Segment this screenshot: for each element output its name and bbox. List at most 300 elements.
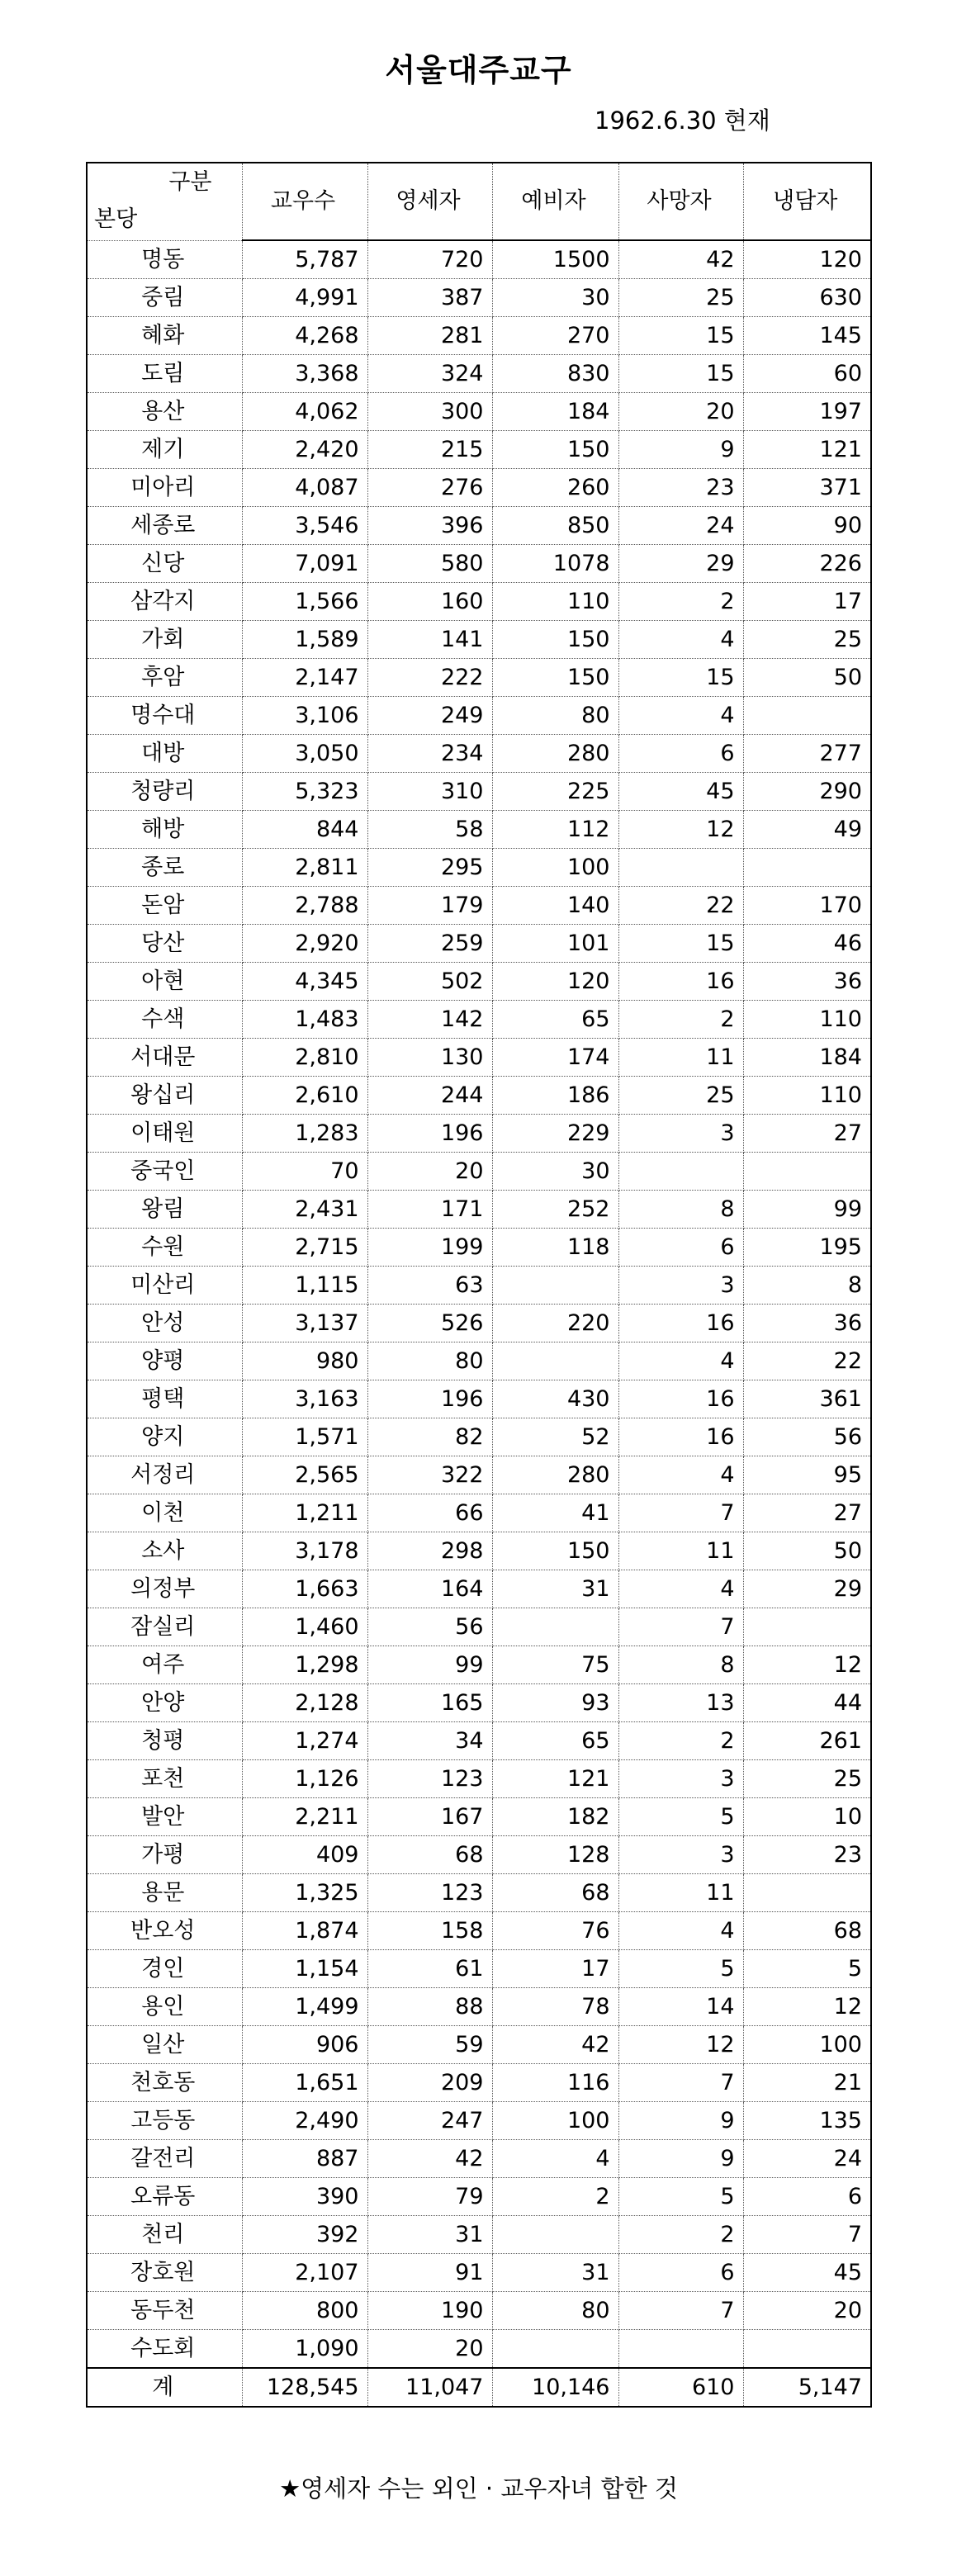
parish-name-cell: 소사 (87, 1532, 242, 1570)
baptized-cell: 324 (367, 355, 492, 393)
catechumens-cell (492, 1608, 618, 1646)
baptized-cell: 80 (367, 1342, 492, 1380)
baptized-cell: 234 (367, 735, 492, 773)
lapsed-cell: 290 (743, 773, 871, 811)
deceased-cell: 3 (618, 1760, 743, 1798)
catechumens-cell: 101 (492, 925, 618, 963)
parish-name-cell: 오류동 (87, 2178, 242, 2216)
baptized-cell: 209 (367, 2064, 492, 2102)
deceased-cell: 3 (618, 1115, 743, 1153)
parish-name-cell: 미산리 (87, 1267, 242, 1305)
deceased-cell: 3 (618, 1267, 743, 1305)
lapsed-cell: 20 (743, 2292, 871, 2330)
table-row (87, 2140, 871, 2178)
believers-cell: 5,787 (242, 240, 367, 279)
baptized-cell: 59 (367, 2026, 492, 2064)
catechumens-cell: 80 (492, 697, 618, 735)
catechumens-cell: 78 (492, 1988, 618, 2026)
parish-name-cell: 평택 (87, 1380, 242, 1418)
believers-cell: 906 (242, 2026, 367, 2064)
table-row (87, 697, 871, 735)
parish-name-cell: 신당 (87, 545, 242, 583)
table-row (87, 1646, 871, 1684)
table-row (87, 469, 871, 507)
lapsed-cell: 44 (743, 1684, 871, 1722)
lapsed-cell: 170 (743, 887, 871, 925)
believers-cell: 2,610 (242, 1077, 367, 1115)
lapsed-cell: 95 (743, 1456, 871, 1494)
corner-label-parish: 본당 (94, 206, 138, 232)
baptized-cell: 244 (367, 1077, 492, 1115)
parish-name-cell: 이천 (87, 1494, 242, 1532)
catechumens-cell: 42 (492, 2026, 618, 2064)
parish-name-cell: 잠실리 (87, 1608, 242, 1646)
lapsed-cell: 197 (743, 393, 871, 431)
parish-name-cell: 도림 (87, 355, 242, 393)
lapsed-cell (743, 2330, 871, 2369)
table-row (87, 431, 871, 469)
baptized-cell: 387 (367, 279, 492, 317)
parish-name-cell: 용인 (87, 1988, 242, 2026)
baptized-cell: 58 (367, 811, 492, 849)
catechumens-cell: 430 (492, 1380, 618, 1418)
baptized-cell: 165 (367, 1684, 492, 1722)
catechumens-cell: 110 (492, 583, 618, 621)
catechumens-cell: 220 (492, 1305, 618, 1342)
believers-cell: 390 (242, 2178, 367, 2216)
footnote: ★영세자 수는 외인 · 교우자녀 합한 것 (279, 2474, 678, 2503)
parish-name-cell: 양지 (87, 1418, 242, 1456)
believers-cell: 1,115 (242, 1267, 367, 1305)
catechumens-cell: 121 (492, 1760, 618, 1798)
catechumens-cell: 140 (492, 887, 618, 925)
catechumens-cell: 100 (492, 849, 618, 887)
catechumens-cell: 30 (492, 1153, 618, 1191)
table-row (87, 1798, 871, 1836)
believers-cell: 1,651 (242, 2064, 367, 2102)
catechumens-cell: 225 (492, 773, 618, 811)
baptized-cell: 82 (367, 1418, 492, 1456)
lapsed-cell: 99 (743, 1191, 871, 1229)
catechumens-cell: 93 (492, 1684, 618, 1722)
column-header-baptized: 영세자 (367, 163, 492, 240)
lapsed-cell (743, 1874, 871, 1912)
believers-cell: 3,546 (242, 507, 367, 545)
table-row (87, 279, 871, 317)
table-row (87, 393, 871, 431)
deceased-cell (618, 2330, 743, 2369)
believers-cell: 980 (242, 1342, 367, 1380)
catechumens-cell: 270 (492, 317, 618, 355)
deceased-cell: 3 (618, 1836, 743, 1874)
deceased-cell: 5 (618, 1798, 743, 1836)
catechumens-cell: 75 (492, 1646, 618, 1684)
catechumens-cell: 184 (492, 393, 618, 431)
believers-cell: 4,268 (242, 317, 367, 355)
catechumens-cell (492, 2330, 618, 2369)
catechumens-cell: 76 (492, 1912, 618, 1950)
lapsed-cell: 25 (743, 1760, 871, 1798)
table-row (87, 1494, 871, 1532)
believers-cell: 5,323 (242, 773, 367, 811)
believers-cell: 4,087 (242, 469, 367, 507)
table-row (87, 2064, 871, 2102)
lapsed-cell: 261 (743, 1722, 871, 1760)
catechumens-cell: 850 (492, 507, 618, 545)
believers-cell: 1,274 (242, 1722, 367, 1760)
baptized-cell: 141 (367, 621, 492, 659)
baptized-cell: 298 (367, 1532, 492, 1570)
deceased-cell (618, 1153, 743, 1191)
believers-cell: 2,811 (242, 849, 367, 887)
catechumens-cell: 229 (492, 1115, 618, 1153)
table-row (87, 1608, 871, 1646)
believers-cell: 2,920 (242, 925, 367, 963)
parish-name-cell: 서정리 (87, 1456, 242, 1494)
deceased-cell: 12 (618, 2026, 743, 2064)
table-row (87, 2102, 871, 2140)
baptized-cell: 20 (367, 1153, 492, 1191)
column-header-believers: 교우수 (242, 163, 367, 240)
catechumens-cell: 150 (492, 659, 618, 697)
table-row (87, 1039, 871, 1077)
parish-name-cell: 수색 (87, 1001, 242, 1039)
believers-cell: 1,154 (242, 1950, 367, 1988)
catechumens-cell: 116 (492, 2064, 618, 2102)
catechumens-cell: 65 (492, 1001, 618, 1039)
deceased-cell: 2 (618, 1001, 743, 1039)
catechumens-cell: 112 (492, 811, 618, 849)
believers-cell: 800 (242, 2292, 367, 2330)
parish-name-cell: 후암 (87, 659, 242, 697)
baptized-cell: 31 (367, 2216, 492, 2254)
table-row (87, 735, 871, 773)
baptized-cell: 259 (367, 925, 492, 963)
table-row (87, 240, 871, 279)
lapsed-cell: 135 (743, 2102, 871, 2140)
believers-cell: 1,566 (242, 583, 367, 621)
parish-name-cell: 수원 (87, 1229, 242, 1267)
deceased-cell: 2 (618, 2216, 743, 2254)
catechumens-cell: 182 (492, 1798, 618, 1836)
lapsed-cell: 110 (743, 1077, 871, 1115)
parish-name-cell: 당산 (87, 925, 242, 963)
believers-cell: 844 (242, 811, 367, 849)
table-row (87, 2254, 871, 2292)
lapsed-cell: 630 (743, 279, 871, 317)
believers-cell: 3,178 (242, 1532, 367, 1570)
deceased-cell: 8 (618, 1191, 743, 1229)
parish-name-cell: 여주 (87, 1646, 242, 1684)
baptized-cell: 276 (367, 469, 492, 507)
table-row (87, 2216, 871, 2254)
believers-cell: 2,810 (242, 1039, 367, 1077)
column-header-catechumens: 예비자 (492, 163, 618, 240)
lapsed-cell: 184 (743, 1039, 871, 1077)
deceased-cell: 14 (618, 1988, 743, 2026)
catechumens-cell: 280 (492, 1456, 618, 1494)
catechumens-cell: 65 (492, 1722, 618, 1760)
believers-cell: 1,589 (242, 621, 367, 659)
parish-name-cell: 명동 (87, 240, 242, 279)
lapsed-cell: 29 (743, 1570, 871, 1608)
lapsed-cell: 36 (743, 1305, 871, 1342)
baptized-cell: 720 (367, 240, 492, 279)
parish-name-cell: 수도회 (87, 2330, 242, 2369)
baptized-cell: 171 (367, 1191, 492, 1229)
baptized-cell: 63 (367, 1267, 492, 1305)
believers-cell: 3,163 (242, 1380, 367, 1418)
catechumens-cell: 1078 (492, 545, 618, 583)
deceased-cell: 9 (618, 2102, 743, 2140)
parish-name-cell: 미아리 (87, 469, 242, 507)
table-row (87, 925, 871, 963)
deceased-cell: 25 (618, 1077, 743, 1115)
table-row (87, 963, 871, 1001)
parish-name-cell: 왕림 (87, 1191, 242, 1229)
lapsed-cell: 195 (743, 1229, 871, 1267)
parish-name-cell: 고등동 (87, 2102, 242, 2140)
deceased-cell: 8 (618, 1646, 743, 1684)
lapsed-cell: 49 (743, 811, 871, 849)
baptized-cell: 158 (367, 1912, 492, 1950)
baptized-cell: 281 (367, 317, 492, 355)
baptized-cell: 42 (367, 2140, 492, 2178)
baptized-cell: 34 (367, 1722, 492, 1760)
baptized-cell: 164 (367, 1570, 492, 1608)
parish-name-cell: 이태원 (87, 1115, 242, 1153)
parish-name-cell: 경인 (87, 1950, 242, 1988)
catechumens-cell: 41 (492, 1494, 618, 1532)
baptized-cell: 167 (367, 1798, 492, 1836)
lapsed-cell: 50 (743, 659, 871, 697)
document-title: 서울대주교구 (385, 52, 572, 88)
parish-name-cell: 포천 (87, 1760, 242, 1798)
parish-name-cell: 일산 (87, 2026, 242, 2064)
believers-cell: 4,062 (242, 393, 367, 431)
believers-cell: 409 (242, 1836, 367, 1874)
lapsed-cell: 46 (743, 925, 871, 963)
lapsed-cell: 5 (743, 1950, 871, 1988)
deceased-cell: 2 (618, 583, 743, 621)
lapsed-cell: 90 (743, 507, 871, 545)
believers-cell: 2,565 (242, 1456, 367, 1494)
table-row (87, 621, 871, 659)
believers-cell: 3,106 (242, 697, 367, 735)
parish-name-cell: 의정부 (87, 1570, 242, 1608)
table-row (87, 887, 871, 925)
parish-name-cell: 천호동 (87, 2064, 242, 2102)
deceased-cell: 13 (618, 1684, 743, 1722)
believers-cell: 1,483 (242, 1001, 367, 1039)
total-believers: 128,545 (242, 2368, 367, 2407)
baptized-cell: 249 (367, 697, 492, 735)
parish-name-cell: 용문 (87, 1874, 242, 1912)
parish-name-cell: 명수대 (87, 697, 242, 735)
parish-name-cell: 돈암 (87, 887, 242, 925)
parish-name-cell: 장호원 (87, 2254, 242, 2292)
believers-cell: 1,499 (242, 1988, 367, 2026)
catechumens-cell: 830 (492, 355, 618, 393)
parish-name-cell: 반오성 (87, 1912, 242, 1950)
catechumens-cell: 31 (492, 1570, 618, 1608)
parish-name-cell: 제기 (87, 431, 242, 469)
table-row (87, 1456, 871, 1494)
table-row (87, 2330, 871, 2369)
table-row (87, 1874, 871, 1912)
catechumens-cell: 52 (492, 1418, 618, 1456)
catechumens-cell: 150 (492, 431, 618, 469)
table-row (87, 1191, 871, 1229)
table-row (87, 1305, 871, 1342)
deceased-cell (618, 849, 743, 887)
believers-cell: 887 (242, 2140, 367, 2178)
parish-name-cell: 가평 (87, 1836, 242, 1874)
believers-cell: 1,298 (242, 1646, 367, 1684)
lapsed-cell: 25 (743, 621, 871, 659)
catechumens-cell: 1500 (492, 240, 618, 279)
lapsed-cell: 12 (743, 1646, 871, 1684)
parish-name-cell: 안성 (87, 1305, 242, 1342)
total-catechumens: 10,146 (492, 2368, 618, 2407)
table-row (87, 1077, 871, 1115)
believers-cell: 4,991 (242, 279, 367, 317)
header-row (87, 163, 871, 240)
parish-name-cell: 양평 (87, 1342, 242, 1380)
deceased-cell: 5 (618, 1950, 743, 1988)
catechumens-cell (492, 2216, 618, 2254)
deceased-cell: 23 (618, 469, 743, 507)
catechumens-cell: 100 (492, 2102, 618, 2140)
total-deceased: 610 (618, 2368, 743, 2407)
table-row (87, 355, 871, 393)
baptized-cell: 190 (367, 2292, 492, 2330)
parish-name-cell: 가회 (87, 621, 242, 659)
believers-cell: 2,107 (242, 2254, 367, 2292)
believers-cell: 1,211 (242, 1494, 367, 1532)
catechumens-cell: 118 (492, 1229, 618, 1267)
baptized-cell: 295 (367, 849, 492, 887)
table-row (87, 1115, 871, 1153)
catechumens-cell: 2 (492, 2178, 618, 2216)
parish-name-cell: 안양 (87, 1684, 242, 1722)
deceased-cell: 2 (618, 1722, 743, 1760)
table-row (87, 317, 871, 355)
parish-name-cell: 갈전리 (87, 2140, 242, 2178)
table-row (87, 659, 871, 697)
deceased-cell: 4 (618, 1570, 743, 1608)
deceased-cell: 6 (618, 2254, 743, 2292)
lapsed-cell: 17 (743, 583, 871, 621)
catechumens-cell (492, 1342, 618, 1380)
baptized-cell: 99 (367, 1646, 492, 1684)
deceased-cell: 4 (618, 621, 743, 659)
baptized-cell: 68 (367, 1836, 492, 1874)
deceased-cell: 15 (618, 925, 743, 963)
table-body (87, 240, 871, 2368)
catechumens-cell: 31 (492, 2254, 618, 2292)
table-row (87, 1229, 871, 1267)
lapsed-cell: 100 (743, 2026, 871, 2064)
baptized-cell: 123 (367, 1874, 492, 1912)
lapsed-cell: 12 (743, 1988, 871, 2026)
deceased-cell: 4 (618, 1342, 743, 1380)
catechumens-cell: 4 (492, 2140, 618, 2178)
parish-name-cell: 발안 (87, 1798, 242, 1836)
believers-cell: 2,490 (242, 2102, 367, 2140)
baptized-cell: 123 (367, 1760, 492, 1798)
catechumens-cell: 17 (492, 1950, 618, 1988)
baptized-cell: 247 (367, 2102, 492, 2140)
baptized-cell: 580 (367, 545, 492, 583)
deceased-cell: 25 (618, 279, 743, 317)
table-row (87, 1001, 871, 1039)
believers-cell: 1,126 (242, 1760, 367, 1798)
baptized-cell: 61 (367, 1950, 492, 1988)
believers-cell: 392 (242, 2216, 367, 2254)
corner-header-cell (87, 163, 242, 240)
parish-name-cell: 해방 (87, 811, 242, 849)
deceased-cell: 9 (618, 2140, 743, 2178)
lapsed-cell: 24 (743, 2140, 871, 2178)
lapsed-cell: 27 (743, 1494, 871, 1532)
catechumens-cell: 252 (492, 1191, 618, 1229)
parish-name-cell: 청평 (87, 1722, 242, 1760)
lapsed-cell (743, 1153, 871, 1191)
deceased-cell: 16 (618, 1380, 743, 1418)
deceased-cell: 4 (618, 1456, 743, 1494)
parish-name-cell: 종로 (87, 849, 242, 887)
deceased-cell: 16 (618, 1418, 743, 1456)
lapsed-cell: 226 (743, 545, 871, 583)
lapsed-cell: 361 (743, 1380, 871, 1418)
lapsed-cell: 68 (743, 1912, 871, 1950)
table-row (87, 1684, 871, 1722)
lapsed-cell: 371 (743, 469, 871, 507)
table-row (87, 849, 871, 887)
baptized-cell: 396 (367, 507, 492, 545)
baptized-cell: 526 (367, 1305, 492, 1342)
believers-cell: 2,211 (242, 1798, 367, 1836)
baptized-cell: 66 (367, 1494, 492, 1532)
table-row (87, 1722, 871, 1760)
deceased-cell: 24 (618, 507, 743, 545)
baptized-cell: 322 (367, 1456, 492, 1494)
table-row (87, 583, 871, 621)
believers-cell: 2,147 (242, 659, 367, 697)
deceased-cell: 11 (618, 1874, 743, 1912)
believers-cell: 1,663 (242, 1570, 367, 1608)
lapsed-cell: 277 (743, 735, 871, 773)
deceased-cell: 9 (618, 431, 743, 469)
catechumens-cell: 30 (492, 279, 618, 317)
believers-cell: 1,460 (242, 1608, 367, 1646)
lapsed-cell (743, 697, 871, 735)
believers-cell: 1,090 (242, 2330, 367, 2369)
believers-cell: 2,420 (242, 431, 367, 469)
deceased-cell: 15 (618, 659, 743, 697)
deceased-cell: 42 (618, 240, 743, 279)
baptized-cell: 215 (367, 431, 492, 469)
parish-name-cell: 중림 (87, 279, 242, 317)
baptized-cell: 56 (367, 1608, 492, 1646)
believers-cell: 7,091 (242, 545, 367, 583)
lapsed-cell: 50 (743, 1532, 871, 1570)
deceased-cell: 7 (618, 2292, 743, 2330)
parish-name-cell: 세종로 (87, 507, 242, 545)
baptized-cell: 142 (367, 1001, 492, 1039)
deceased-cell: 4 (618, 1912, 743, 1950)
